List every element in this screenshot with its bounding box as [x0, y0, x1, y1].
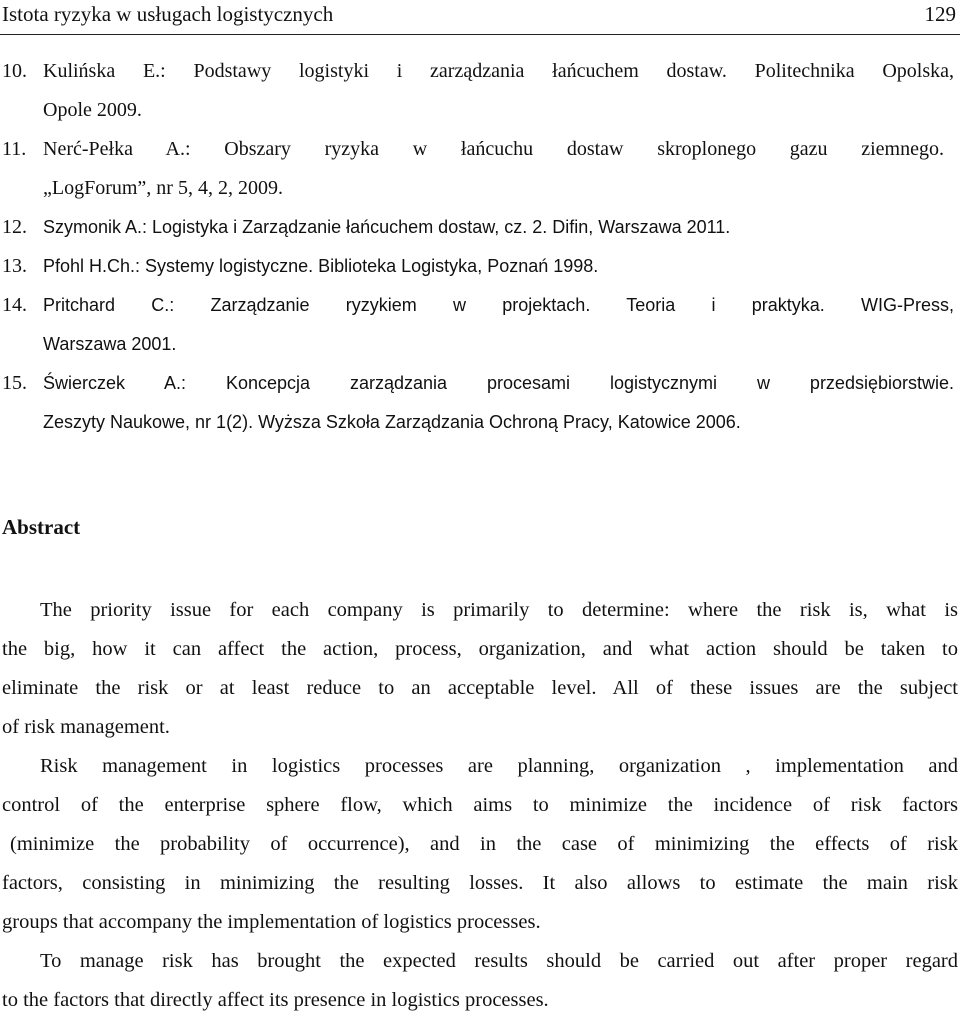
reference-item [2, 208, 954, 247]
reference-line: Opole 2009. [43, 99, 142, 121]
page-number: 129 [924, 2, 956, 26]
reference-item [2, 52, 954, 130]
reference-line: Pfohl H.Ch.: Systemy logistyczne. Biblioteka Logistyka, Poznań 1998. [43, 256, 599, 276]
reference-number: 11. [2, 138, 27, 160]
paragraph-line: Risk management in logistics processes are planning, organization , implementation and [40, 755, 958, 777]
reference-line: Nerć-Pełka A.: Obszary ryzyka w łańcuchu dostaw skroplonego gazu ziemnego. [43, 138, 944, 160]
reference-line: Warszawa 2001. [43, 334, 177, 354]
running-header [0, 0, 960, 35]
abstract-paragraph [2, 747, 958, 942]
reference-line: Pritchard C.: Zarządzanie ryzykiem w projektach. Teoria i praktyka. WIG-Press, [43, 295, 954, 315]
paragraph-line: of risk management. [2, 716, 170, 738]
reference-number: 12. [2, 216, 27, 238]
paragraph-line: groups that accompany the implementation of logistics processes. [2, 911, 541, 933]
reference-number: 15. [2, 372, 27, 394]
paragraph-line: control of the enterprise sphere flow, which aims to minimize the incidence of risk factors [2, 794, 958, 816]
abstract-heading: Abstract [2, 515, 81, 539]
paragraph-line: eliminate the risk or at least reduce to an acceptable level. All of these issues are the subject [2, 677, 958, 699]
reference-item [2, 247, 954, 286]
abstract-paragraph [2, 591, 958, 747]
paragraph-line: factors, consisting in minimizing the resulting losses. It also allows to estimate the main risk [2, 872, 958, 894]
paragraph-line: To manage risk has brought the expected results should be carried out after proper regard [40, 950, 958, 972]
reference-number: 14. [2, 294, 27, 316]
paragraph-line: to the factors that directly affect its presence in logistics processes. [2, 989, 549, 1011]
paragraph-line: The priority issue for each company is primarily to determine: where the risk is, what is [40, 599, 958, 621]
reference-line: Szymonik A.: Logistyka i Zarządzanie łańcuchem dostaw, cz. 2. Difin, Warszawa 2011. [43, 217, 731, 237]
reference-number: 13. [2, 255, 27, 277]
running-title: Istota ryzyka w usługach logistycznych [2, 2, 334, 26]
reference-line: Zeszyty Naukowe, nr 1(2). Wyższa Szkoła Zarządzania Ochroną Pracy, Katowice 2006. [43, 412, 741, 432]
reference-item [2, 286, 954, 364]
reference-item [2, 130, 954, 208]
reference-line: Kulińska E.: Podstawy logistyki i zarządzania łańcuchem dostaw. Politechnika Opolska, [43, 60, 954, 82]
paragraph-line: the big, how it can affect the action, process, organization, and what action should be taken to [2, 638, 958, 660]
reference-line: Świerczek A.: Koncepcja zarządzania procesami logistycznymi w przedsiębiorstwie. [43, 373, 954, 393]
reference-item [2, 364, 954, 442]
paragraph-line: (minimize the probability of occurrence), and in the case of minimizing the effects of risk [10, 833, 958, 855]
abstract-paragraph [2, 942, 958, 1020]
reference-line: „LogForum”, nr 5, 4, 2, 2009. [43, 177, 283, 199]
reference-number: 10. [2, 60, 27, 82]
